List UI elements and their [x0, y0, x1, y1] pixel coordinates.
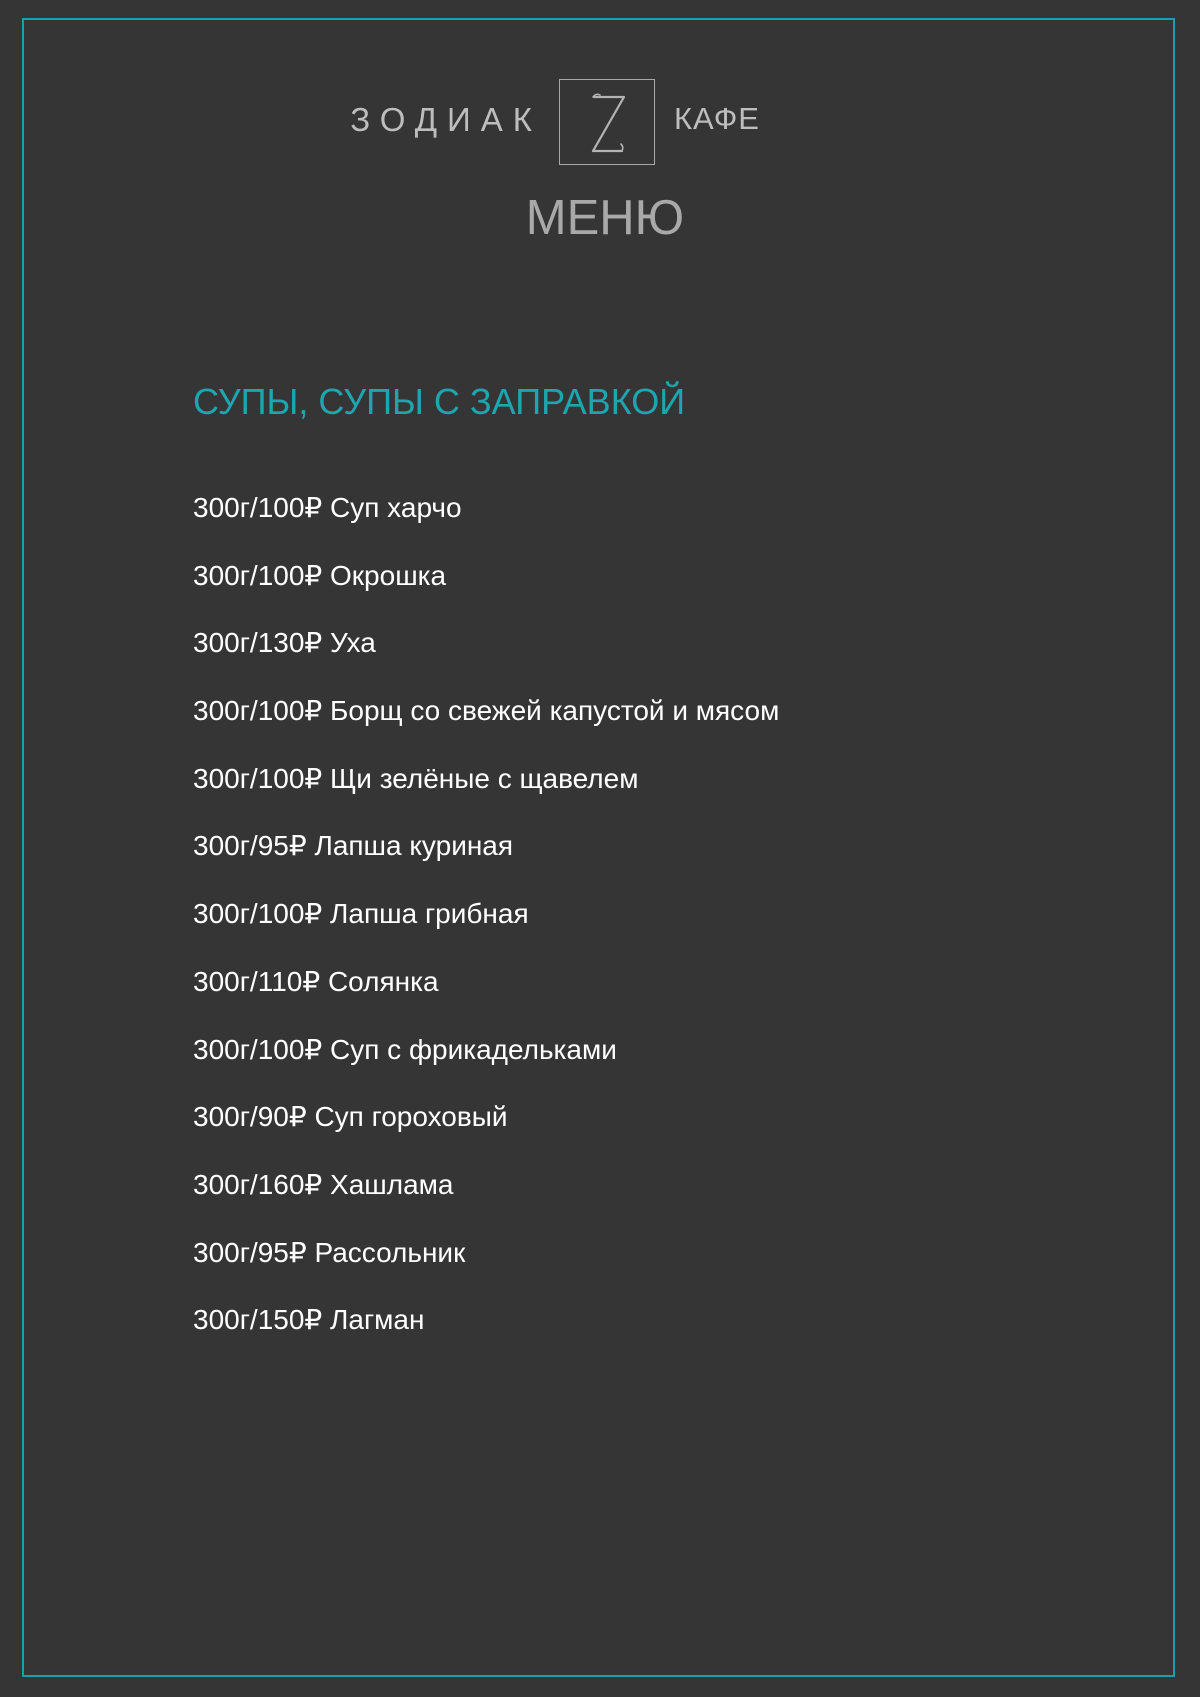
menu-item: 300г/100₽ Окрошка	[193, 559, 447, 591]
menu-item: 300г/100₽ Щи зелёные с щавелем	[193, 762, 639, 794]
menu-item: 300г/150₽ Лагман	[193, 1304, 425, 1336]
menu-item: 300г/130₽ Уха	[193, 627, 376, 659]
menu-item: 300г/95₽ Рассольник	[193, 1236, 466, 1268]
menu-item: 300г/100₽ Борщ со свежей капустой и мясом	[193, 695, 780, 727]
menu-item-list	[193, 491, 779, 1371]
menu-item: 300г/160₽ Хашлама	[193, 1168, 454, 1200]
section-title: СУПЫ, СУПЫ С ЗАПРАВКОЙ	[193, 381, 686, 422]
menu-item: 300г/90₽ Суп гороховый	[193, 1101, 508, 1133]
z-logo-icon	[559, 79, 655, 165]
brand-name-right: КАФЕ	[674, 101, 760, 136]
menu-item: 300г/100₽ Лапша грибная	[193, 898, 529, 930]
menu-title: МЕНЮ	[525, 191, 685, 245]
menu-item: 300г/95₽ Лапша куриная	[193, 830, 514, 862]
menu-item: 300г/100₽ Суп с фрикадельками	[193, 1033, 617, 1065]
logo-header	[0, 79, 1200, 167]
menu-item: 300г/100₽ Суп харчо	[193, 492, 462, 523]
z-logo-glyph	[560, 80, 656, 166]
brand-name-left: ЗОДИАК	[350, 101, 542, 138]
menu-item: 300г/110₽ Солянка	[193, 965, 439, 997]
